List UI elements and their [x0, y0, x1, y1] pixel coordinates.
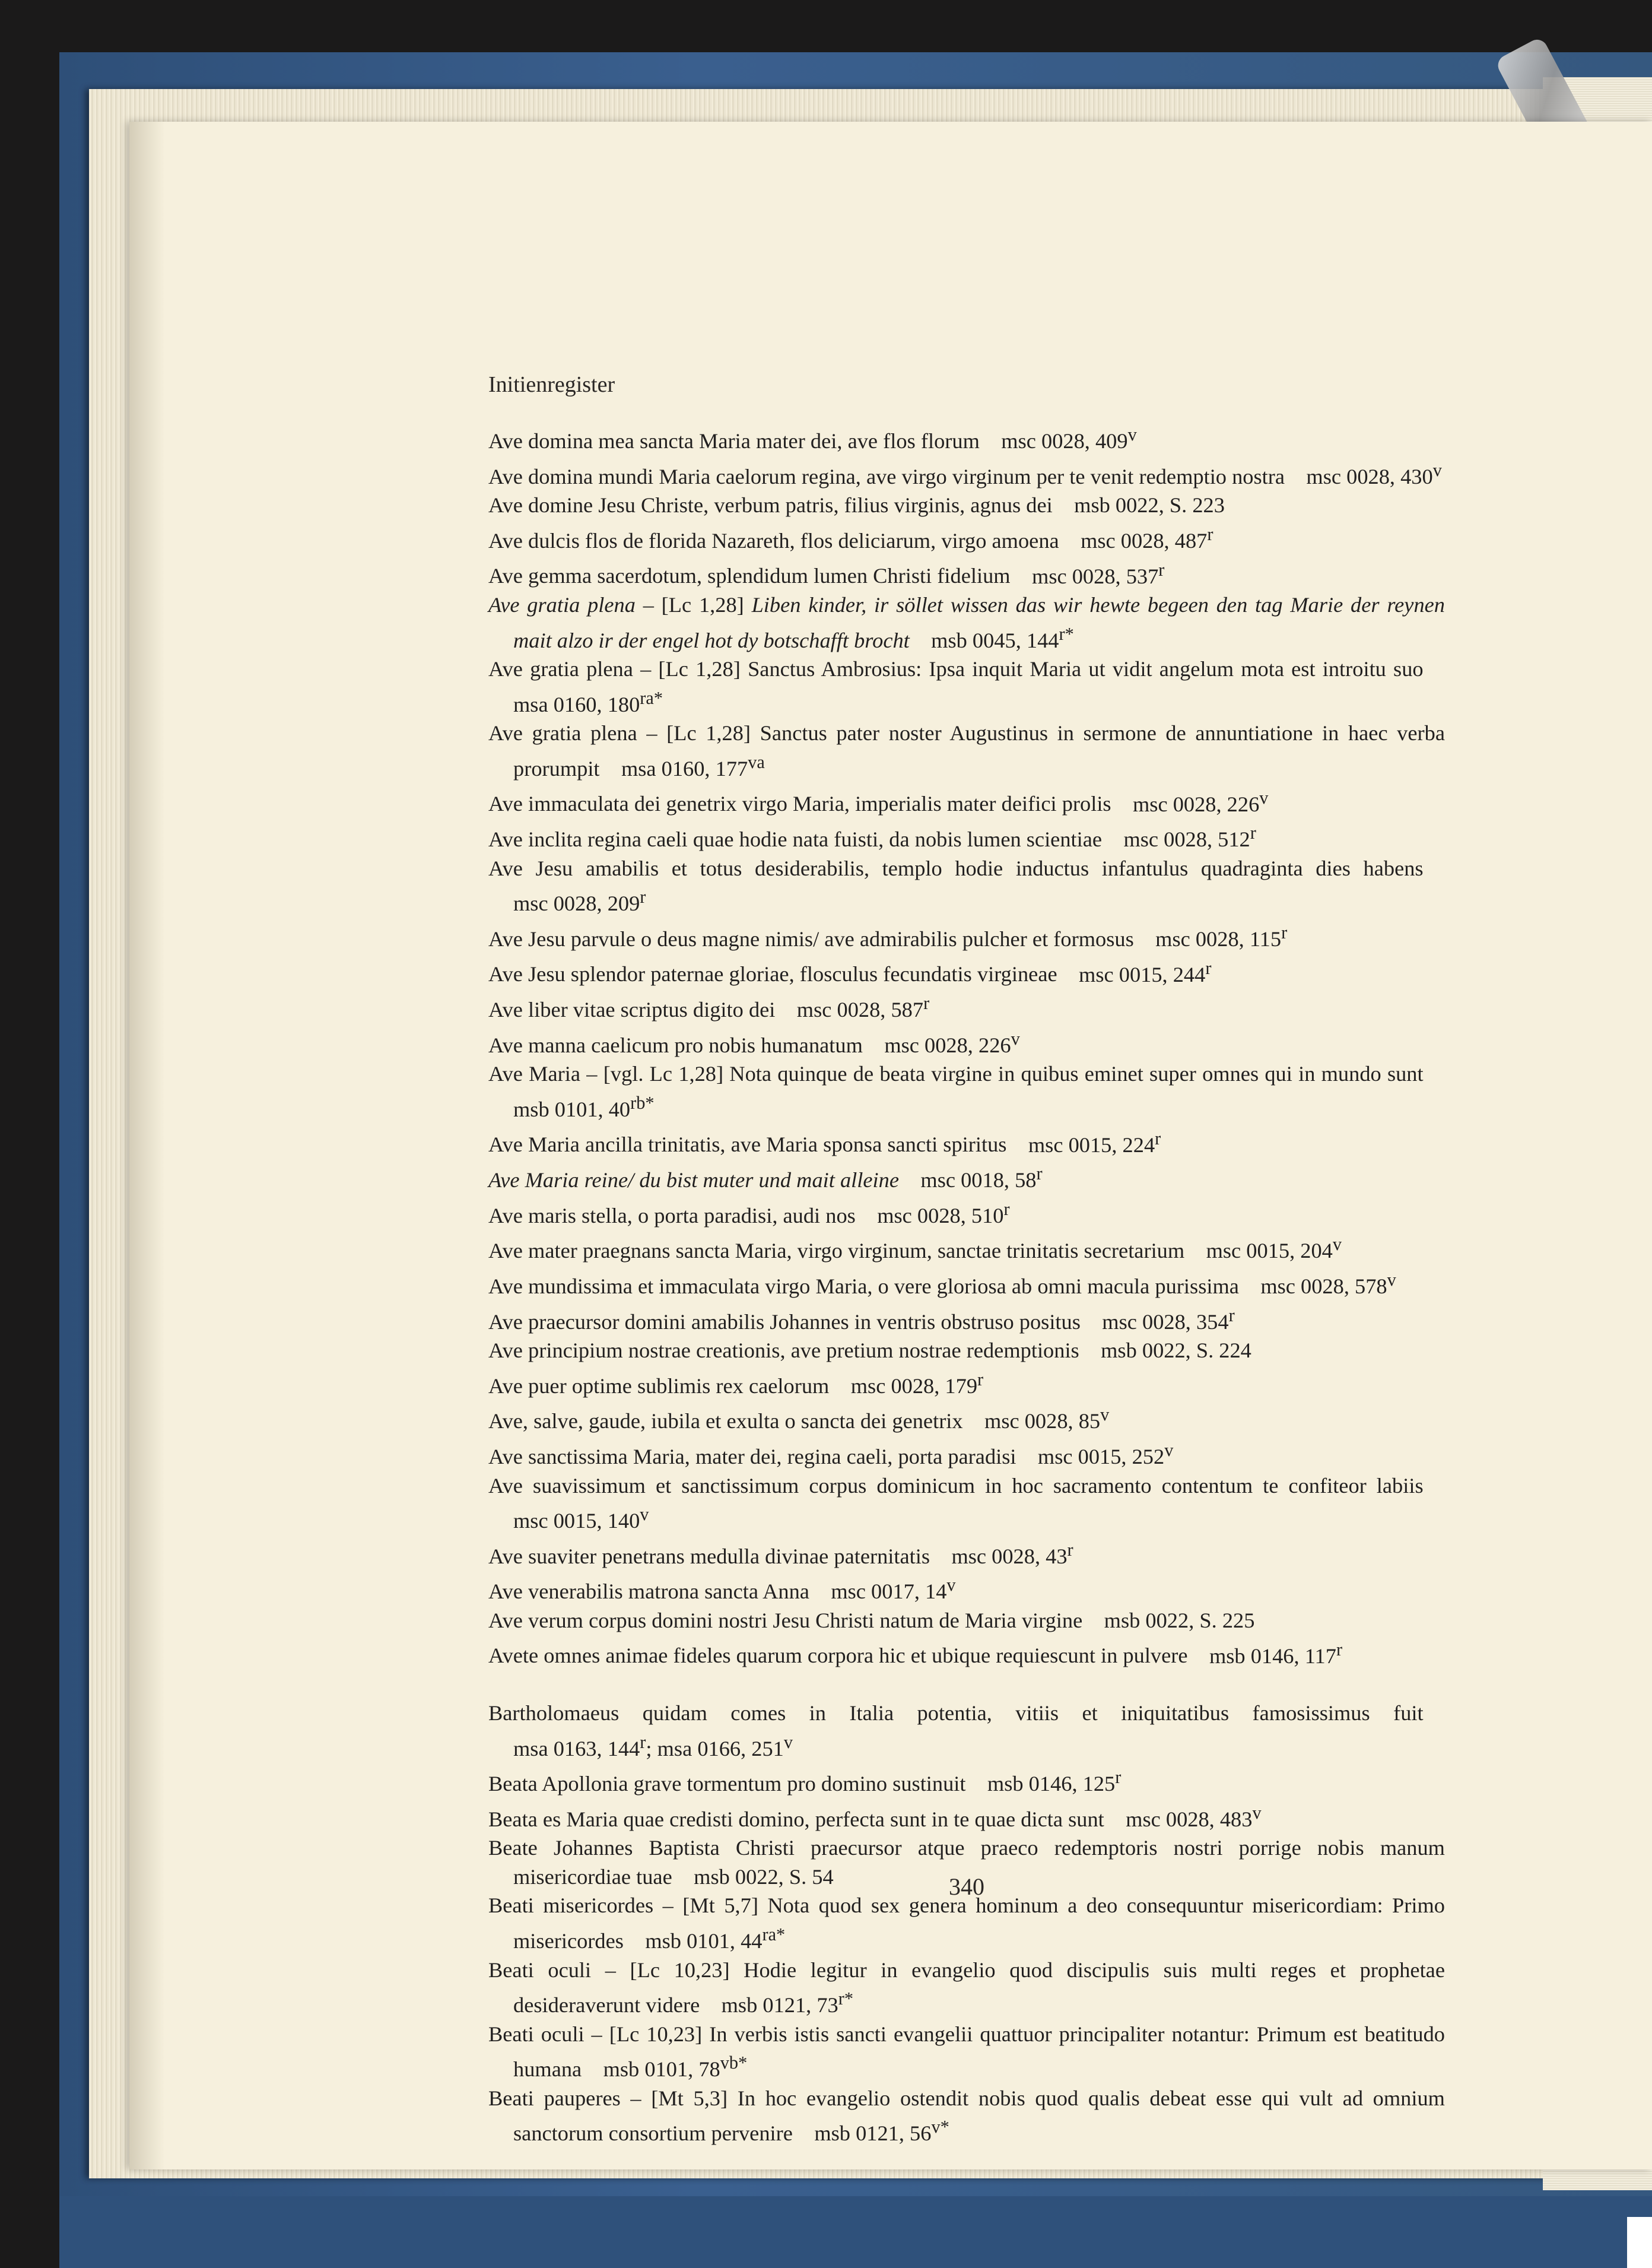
shelfmark: [1074, 493, 1225, 517]
folio-side: vb*: [720, 2053, 748, 2073]
shelfmark: [931, 623, 1074, 652]
shelfmark: [920, 1163, 1043, 1192]
shelfmark-text: msc 0028, 537: [1032, 564, 1159, 588]
shelfmark-text: msc 0028, 209: [513, 892, 640, 916]
shelfmark-text: msb 0101, 40: [513, 1097, 631, 1121]
shelfmark-text: msc 0028, 578: [1260, 1274, 1387, 1298]
incipit-text: Ave venerabilis matrona sancta Anna: [488, 1579, 809, 1604]
shelfmark: [645, 1924, 786, 1953]
incipit-text: Beata Apollonia grave tormentum pro domino sustinuit: [488, 1772, 966, 1796]
shelfmark: [1032, 559, 1165, 588]
shelfmark: [850, 1369, 984, 1398]
scale-tab: [1627, 2217, 1652, 2268]
shelfmark-text: msb 0101, 44: [645, 1929, 763, 1953]
folio-side: r: [1115, 1767, 1122, 1788]
folio-side: r: [1250, 823, 1256, 843]
incipit-text: Ave puer optime sublimis rex caelorum: [488, 1374, 830, 1398]
incipit-text: Ave Maria ancilla trinitatis, ave Maria sponsa sancti spiritus: [488, 1133, 1007, 1157]
index-entry: [488, 1024, 1445, 1060]
folio-side: v: [1259, 787, 1269, 808]
shelfmark: [513, 687, 663, 716]
shelfmark-text: msb 0146, 125: [987, 1772, 1116, 1796]
shelfmark: [1028, 1128, 1161, 1157]
shelfmark-text: msc 0028, 226: [884, 1033, 1011, 1057]
index-entry: [488, 1301, 1445, 1337]
folio-side: v: [1164, 1439, 1174, 1460]
shelfmark: [1132, 787, 1269, 816]
folio-side: v: [946, 1575, 956, 1595]
shelfmark: [831, 1575, 956, 1604]
incipit-text: Ave immaculata dei genetrix virgo Maria, imperialis mater deifici prolis: [488, 792, 1111, 816]
shelfmark-text: msb 0022, S. 223: [1074, 493, 1225, 518]
shelfmark: [513, 887, 646, 916]
folio-side: v: [1011, 1028, 1020, 1049]
incipit-text: Beata es Maria quae credisti domino, perfecta sunt in te quae dicta sunt: [488, 1807, 1104, 1831]
shelfmark-text: msa 0160, 180: [513, 692, 640, 716]
shelfmark: [621, 751, 765, 781]
folio-side: r: [1067, 1539, 1073, 1560]
incipit-text: Bartholomaeus quidam comes in Italia potentia, vitiis et iniquitatibus famosissimus fuit: [488, 1701, 1424, 1725]
incipit-text: Ave domina mundi Maria caelorum regina, ave virgo virginum per te venit redemptio nostra: [488, 464, 1285, 489]
incipit-text: Beati oculi – [Lc 10,23] In verbis istis sancti evangelii quattuor principaliter notantur: Primum est beatitudo humana: [488, 2022, 1445, 2082]
incipit-text: Ave maris stella, o porta paradisi, audi nos: [488, 1203, 856, 1227]
incipit-text: Ave inclita regina caeli quae hodie nata fuisti, da nobis lumen scientiae: [488, 827, 1103, 852]
index-entry: [488, 1336, 1445, 1365]
folio-side: v: [1100, 1404, 1110, 1425]
shelfmark-text: msc 0028, 43: [951, 1544, 1068, 1568]
folio-side: v*: [931, 2117, 949, 2137]
incipit-text: Ave Jesu splendor paternae gloriae, flosculus fecundatis virgineae: [488, 962, 1057, 986]
incipit-text: Beati pauperes – [Mt 5,3] In hoc evangelio ostendit nobis quod qualis debeat esse qui vult ad omnium sanctorum consortium pervenire: [488, 2086, 1445, 2146]
incipit-text: Beati misericordes – [Mt 5,7] Nota quod sex genera hominum a deo consequuntur misericordiam: Primo misericordes: [488, 1893, 1445, 1953]
incipit-text: Ave verum corpus domini nostri Jesu Christi natum de Maria virgine: [488, 1608, 1083, 1632]
shelfmark: [877, 1198, 1010, 1227]
shelfmark: [1102, 1305, 1235, 1334]
incipit-text: – [Lc 1,28]: [635, 593, 752, 617]
folio-side: r: [1228, 1305, 1235, 1325]
shelfmark: [1037, 1439, 1174, 1468]
gutter-shadow: [129, 122, 165, 2169]
folio-side: v: [640, 1504, 649, 1524]
index-entry: [488, 1763, 1445, 1798]
shelfmark-text: msc 0028, 115: [1155, 927, 1282, 951]
shelfmark-text: msc 0028, 512: [1123, 827, 1250, 852]
shelfmark: [814, 2117, 949, 2146]
incipit-italic: Ave gratia plena: [488, 593, 636, 617]
shelfmark-text: msc 0018, 58: [920, 1168, 1037, 1192]
shelfmark-text: msc 0015, 252: [1037, 1445, 1165, 1468]
shelfmark-text: msc 0015, 204: [1206, 1239, 1333, 1263]
index-entry: [488, 1798, 1445, 1834]
folio-side: r: [923, 993, 930, 1013]
index-entry: [488, 918, 1445, 954]
index-entry: [488, 854, 1445, 918]
folio-side: r*: [838, 1988, 854, 2009]
shelfmark: [987, 1767, 1122, 1796]
incipit-text: Ave, salve, gaude, iubila et exulta o sancta dei genetrix: [488, 1409, 963, 1433]
shelfmark-text: msa 0160, 177: [621, 756, 748, 781]
book-cover-bottom: [59, 2196, 1652, 2268]
shelfmark-text: msc 0028, 430: [1306, 464, 1433, 489]
incipit-text: Ave suaviter penetrans medulla divinae paternitatis: [488, 1544, 930, 1568]
folio-side: r: [1155, 1128, 1161, 1149]
incipit-text: Ave mundissima et immaculata virgo Maria, o vere gloriosa ab omni macula purissima: [488, 1274, 1239, 1298]
shelfmark: [984, 1404, 1110, 1433]
shelfmark-text: msb 0146, 117: [1209, 1644, 1336, 1668]
incipit-text: Ave gratia plena – [Lc 1,28] Sanctus Ambrosius: Ipsa inquit Maria ut vidit angelum mota est introitu suo: [488, 657, 1424, 681]
index-entry: [488, 989, 1445, 1024]
shelfmark-text: msb 0121, 56: [814, 2121, 932, 2146]
index-entry: [488, 1956, 1445, 2020]
shelfmark: [513, 1504, 649, 1533]
letter-gap: [488, 1670, 1445, 1699]
incipit-text: Ave domina mea sancta Maria mater dei, ave flos florum: [488, 429, 980, 453]
folio-side: v: [1432, 459, 1442, 480]
shelfmark: [1104, 1609, 1255, 1632]
incipit-text: Ave praecursor domini amabilis Johannes in ventris obstruso positus: [488, 1309, 1081, 1334]
incipit-text: Ave dulcis flos de florida Nazareth, flos deliciarum, virgo amoena: [488, 528, 1059, 553]
folio-side: v: [1332, 1234, 1342, 1255]
page-number: 340: [949, 1873, 984, 1900]
running-head: Initienregister: [488, 372, 615, 397]
shelfmark: [1081, 524, 1213, 553]
incipit-text: Ave gemma sacerdotum, splendidum lumen Christi fidelium: [488, 564, 1011, 588]
index-entry: [488, 1891, 1445, 1955]
incipit-text: Ave gratia plena – [Lc 1,28] Sanctus pater noster Augustinus in sermone de annuntiatione in haec verba prorumpit: [488, 721, 1445, 781]
folio-side: v: [1387, 1269, 1396, 1290]
incipit-text: Ave domine Jesu Christe, verbum patris, filius virginis, agnus dei: [488, 493, 1053, 518]
index-entry: [488, 456, 1445, 491]
incipit-text: Ave Maria – [vgl. Lc 1,28] Nota quinque de beata virgine in quibus eminet super omnes qui in mundo sunt: [488, 1062, 1424, 1086]
incipit-text: Beati oculi – [Lc 10,23] Hodie legitur in evangelio quod discipulis suis multi reges et prophetae desideraverunt videre: [488, 1958, 1445, 2018]
index-entry: [488, 783, 1445, 819]
shelfmark-text: msb 0121, 73: [721, 1993, 838, 2018]
shelfmark-text: msc 0028, 179: [850, 1374, 978, 1398]
shelfmark: [1123, 823, 1256, 852]
shelfmark: [1001, 424, 1137, 453]
incipit-text: Ave sanctissima Maria, mater dei, regina caeli, porta paradisi: [488, 1445, 1016, 1468]
folio-side: v: [1127, 424, 1137, 445]
index-entry: [488, 1060, 1445, 1124]
folio-side: r: [1158, 559, 1165, 580]
incipit-italic: Ave Maria reine/ du bist muter und mait alleine: [488, 1168, 899, 1192]
index-entry: [488, 655, 1445, 719]
index-entry: [488, 719, 1445, 783]
shelfmark: [1126, 1802, 1262, 1831]
index-entry: [488, 1195, 1445, 1230]
shelfmark: [1209, 1639, 1343, 1668]
folio-side: v: [1252, 1802, 1262, 1823]
index-entry: [488, 591, 1445, 655]
incipit-text: Ave liber vitae scriptus digito dei: [488, 998, 776, 1022]
incipit-italic: Liben kinder, ir söllet wissen das wir hewte begeen den tag Marie der reynen mait alzo ir der engel hot dy botschafft brocht: [513, 593, 1445, 652]
shelfmark-text: msc 0017, 14: [831, 1579, 947, 1604]
shelfmark-text: msc 0028, 483: [1126, 1807, 1253, 1831]
shelfmark-text: msb 0022, S. 225: [1104, 1608, 1255, 1632]
shelfmark: [513, 1731, 793, 1761]
incipit-text: Ave Jesu parvule o deus magne nimis/ ave admirabilis pulcher et formosus: [488, 927, 1134, 951]
shelfmark-text: msb 0101, 78: [603, 2057, 720, 2082]
index-entry: [488, 953, 1445, 989]
shelfmark-text: msb 0022, S. 224: [1101, 1338, 1251, 1363]
index-entry: [488, 2084, 1445, 2148]
folio-side: r: [1336, 1639, 1343, 1660]
shelfmark-text: msc 0028, 226: [1132, 792, 1260, 816]
index-entry: [488, 1635, 1445, 1670]
folio-side: r: [1205, 957, 1212, 978]
shelfmark: [513, 1092, 655, 1121]
shelfmark: [796, 993, 930, 1022]
shelfmark-text: msc 0028, 409: [1001, 429, 1128, 453]
index-entry: [488, 420, 1445, 456]
shelfmark-text: msc 0015, 140: [513, 1509, 640, 1533]
index-entry: [488, 1159, 1445, 1195]
index-entry: [488, 520, 1445, 556]
shelfmark: [1079, 957, 1212, 986]
index-entry: [488, 1606, 1445, 1635]
incipit-text: Beate Johannes Baptista Christi praecursor atque praeco redemptoris nostri porrige nobis manum misericordiae tuae: [488, 1836, 1445, 1889]
shelfmark-text: msc 0028, 354: [1102, 1309, 1229, 1334]
shelfmark-text: msc 0028, 487: [1081, 528, 1208, 553]
shelfmark-text: msa 0163, 144: [513, 1736, 640, 1761]
shelfmark: [1206, 1234, 1342, 1263]
shelfmark: [1306, 459, 1442, 489]
index-entry: [488, 1436, 1445, 1471]
shelfmark-text: ; msa 0166, 251: [646, 1736, 784, 1761]
shelfmark-text: msb 0022, S. 54: [694, 1864, 834, 1889]
folio-side: r*: [1059, 623, 1074, 644]
folio-side: v: [783, 1731, 793, 1752]
index-entry: [488, 1124, 1445, 1159]
folio-side: r: [1036, 1163, 1043, 1184]
folio-side: va: [748, 751, 765, 772]
folio-side: ra*: [640, 687, 663, 708]
incipit-text: Ave Jesu amabilis et totus desiderabilis, templo hodie inductus infantulus quadraginta dies habens: [488, 856, 1424, 880]
folio-side: r: [1207, 524, 1213, 544]
incipit-text: Ave suavissimum et sanctissimum corpus dominicum in hoc sacramento contentum te confiteor labiis: [488, 1473, 1424, 1498]
index-entry: [488, 491, 1445, 520]
index-entry: [488, 1471, 1445, 1536]
folio-side: rb*: [630, 1092, 655, 1113]
shelfmark: [1155, 922, 1288, 951]
shelfmark: [721, 1988, 854, 2018]
index-entry: [488, 2020, 1445, 2084]
folio-side: r: [640, 887, 646, 908]
folio-side: r: [1003, 1198, 1010, 1219]
index-entry: [488, 1230, 1445, 1265]
incipit-text: Ave principium nostrae creationis, ave pretium nostrae redemptionis: [488, 1338, 1079, 1363]
shelfmark-text: msc 0028, 587: [796, 998, 924, 1022]
shelfmark: [884, 1028, 1020, 1057]
shelfmark-text: msb 0045, 144: [931, 628, 1059, 652]
index-entry: [488, 1400, 1445, 1436]
incipit-text: Ave manna caelicum pro nobis humanatum: [488, 1033, 863, 1057]
shelfmark: [951, 1539, 1073, 1568]
index-entry: [488, 555, 1445, 591]
index-entry: [488, 1536, 1445, 1571]
shelfmark-text: msc 0028, 85: [984, 1409, 1101, 1433]
folio-side: ra*: [762, 1924, 786, 1945]
incipit-text: Avete omnes animae fideles quarum corpora hic et ubique requiescunt in pulvere: [488, 1644, 1188, 1668]
shelfmark: [1101, 1338, 1251, 1362]
shelfmark-text: msc 0015, 224: [1028, 1133, 1155, 1157]
folio-side: r: [977, 1369, 984, 1390]
shelfmark-text: msc 0028, 510: [877, 1203, 1004, 1227]
index-entry: [488, 1571, 1445, 1606]
folio-side: r: [640, 1731, 646, 1752]
shelfmark: [1260, 1269, 1396, 1298]
index-entry: [488, 1699, 1445, 1763]
index-entry: [488, 819, 1445, 854]
index-entry: [488, 1365, 1445, 1401]
index-entry: [488, 1265, 1445, 1301]
shelfmark: [603, 2053, 748, 2082]
folio-side: r: [1281, 922, 1288, 943]
shelfmark-text: msc 0015, 244: [1079, 962, 1206, 986]
incipit-text: Ave mater praegnans sancta Maria, virgo virginum, sanctae trinitatis secretarium: [488, 1239, 1185, 1263]
